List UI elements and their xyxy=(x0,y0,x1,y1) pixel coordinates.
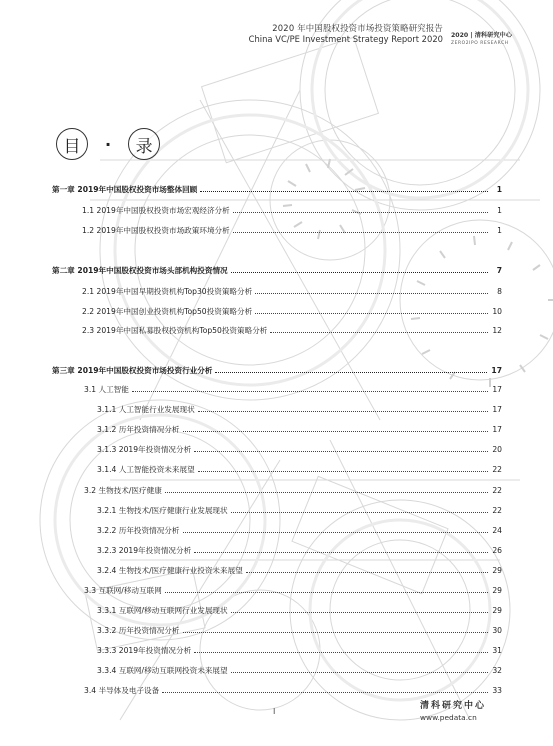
toc-entry-page: 17 xyxy=(492,384,502,394)
toc-chapter-entry[interactable] xyxy=(52,182,502,196)
toc-entry-label: 3.2.2 历年投资情况分析 xyxy=(97,525,180,535)
toc-entry-page: 17 xyxy=(492,424,502,434)
report-header-titles xyxy=(249,22,443,45)
toc-section-entry[interactable] xyxy=(84,382,502,396)
toc-section-entry[interactable] xyxy=(97,503,502,517)
toc-entry-page: 29 xyxy=(492,605,502,615)
toc-section-entry[interactable] xyxy=(97,663,502,677)
toc-entry-page: 22 xyxy=(492,464,502,474)
toc-dot-leader xyxy=(246,572,488,573)
toc-entry-page: 30 xyxy=(492,625,502,635)
toc-dot-leader xyxy=(198,411,488,412)
toc-entry-label: 3.3 互联网/移动互联网 xyxy=(84,585,162,595)
report-title-en: China VC/PE Investment Strategy Report 2020 xyxy=(248,34,443,44)
toc-dot-leader xyxy=(255,293,488,294)
toc-entry-label: 3.2 生物技术/医疗健康 xyxy=(84,485,162,495)
toc-dot-leader xyxy=(231,612,488,613)
toc-entry-label: 第二章 2019年中国股权投资市场头部机构投资情况 xyxy=(52,265,228,275)
toc-section-entry[interactable] xyxy=(82,203,502,217)
toc-section-entry[interactable] xyxy=(97,643,502,657)
footer-brand-cn: 清科研究中心 xyxy=(420,701,487,711)
toc-dot-leader xyxy=(270,332,488,333)
toc-entry-label: 3.3.1 互联网/移动互联网行业发展现状 xyxy=(97,605,228,615)
brand-name-en: ZERO2IPO RESEARCH xyxy=(451,41,509,46)
toc-dot-leader xyxy=(194,451,488,452)
toc-entry-page: 31 xyxy=(492,645,502,655)
toc-heading-dot: · xyxy=(105,134,112,154)
toc-section-entry[interactable] xyxy=(82,284,502,298)
toc-section-entry[interactable] xyxy=(97,603,502,617)
toc-entry-page: 24 xyxy=(492,525,502,535)
page-number: I xyxy=(273,707,276,716)
footer-brand xyxy=(420,700,486,723)
toc-entry-label: 1.2 2019年中国股权投资市场政策环境分析 xyxy=(82,225,230,235)
toc-section-entry[interactable] xyxy=(84,583,502,597)
toc-section-entry[interactable] xyxy=(97,402,502,416)
toc-entry-page: 1 xyxy=(497,205,502,215)
toc-entry-label: 3.1.4 人工智能投资未来展望 xyxy=(97,464,195,474)
toc-section-entry[interactable] xyxy=(82,223,502,237)
toc-entry-label: 3.4 半导体及电子设备 xyxy=(84,685,160,695)
toc-entry-label: 3.1.3 2019年投资情况分析 xyxy=(97,444,192,454)
report-title-cn: 2020 年中国股权投资市场投资策略研究报告 xyxy=(272,23,443,33)
toc-dot-leader xyxy=(255,313,488,314)
toc-dot-leader xyxy=(231,272,488,273)
toc-section-entry[interactable] xyxy=(97,422,502,436)
toc-dot-leader xyxy=(194,652,488,653)
toc-dot-leader xyxy=(183,431,489,432)
brand-logo xyxy=(451,22,521,47)
toc-entry-label: 3.2.3 2019年投资情况分析 xyxy=(97,545,192,555)
footer-url[interactable]: www.pedata.cn xyxy=(420,713,477,722)
toc-entry-page: 26 xyxy=(492,545,502,555)
toc-entry-page: 7 xyxy=(496,265,502,275)
toc-entry-page: 29 xyxy=(492,565,502,575)
toc-entry-page: 10 xyxy=(492,306,502,316)
report-header xyxy=(249,22,521,56)
toc-dot-leader xyxy=(194,552,488,553)
toc-dot-leader xyxy=(200,191,488,192)
brand-name-cn: 2020 | 清科研究中心 xyxy=(451,32,512,39)
toc-dot-leader xyxy=(132,391,488,392)
toc-entry-label: 2.3 2019年中国私募股权投资机构Top50投资策略分析 xyxy=(82,325,268,335)
toc-entry-page: 29 xyxy=(492,585,502,595)
toc-entry-label: 第三章 2019年中国股权投资市场投资行业分析 xyxy=(52,365,213,375)
toc-section-entry[interactable] xyxy=(84,683,502,697)
toc-section-entry[interactable] xyxy=(84,483,502,497)
toc-entry-page: 1 xyxy=(496,184,502,194)
toc-section-entry[interactable] xyxy=(97,563,502,577)
toc-entry-label: 3.1 人工智能 xyxy=(84,384,129,394)
toc-section-entry[interactable] xyxy=(82,304,502,318)
toc-entry-page: 17 xyxy=(491,365,502,375)
toc-dot-leader xyxy=(233,212,488,213)
toc-entry-label: 3.1.1 人工智能行业发展现状 xyxy=(97,404,195,414)
toc-entry-label: 2.2 2019年中国创业投资机构Top50投资策略分析 xyxy=(82,306,253,316)
toc-entry-page: 22 xyxy=(492,505,502,515)
toc-chapter-entry[interactable] xyxy=(52,363,502,377)
toc-entry-label: 第一章 2019年中国股权投资市场整体回顾 xyxy=(52,184,198,194)
toc-dot-leader xyxy=(198,471,488,472)
toc-entry-label: 3.1.2 历年投资情况分析 xyxy=(97,424,180,434)
toc-entry-page: 1 xyxy=(497,225,502,235)
toc-section-entry[interactable] xyxy=(97,442,502,456)
toc-dot-leader xyxy=(183,532,489,533)
toc-entry-page: 33 xyxy=(492,685,502,695)
toc-dot-leader xyxy=(231,512,488,513)
toc-entry-page: 8 xyxy=(497,286,502,296)
toc-dot-leader xyxy=(183,632,489,633)
toc-entry-label: 1.1 2019年中国股权投资市场宏观经济分析 xyxy=(82,205,230,215)
toc-entry-page: 17 xyxy=(492,404,502,414)
toc-heading-char-1: 目 xyxy=(56,128,88,160)
toc-entry-page: 20 xyxy=(492,444,502,454)
toc-dot-leader xyxy=(165,492,488,493)
toc-dot-leader xyxy=(165,592,488,593)
toc-entry-label: 2.1 2019年中国早期投资机构Top30投资策略分析 xyxy=(82,286,253,296)
toc-section-entry[interactable] xyxy=(97,523,502,537)
toc-section-entry[interactable] xyxy=(82,323,502,337)
toc-dot-leader xyxy=(215,372,487,373)
toc-section-entry[interactable] xyxy=(97,462,502,476)
toc-chapter-entry[interactable] xyxy=(52,263,502,277)
toc-entry-page: 22 xyxy=(492,485,502,495)
toc-dot-leader xyxy=(162,692,488,693)
toc-section-entry[interactable] xyxy=(97,623,502,637)
toc-dot-leader xyxy=(233,232,488,233)
toc-heading-char-2: 录 xyxy=(128,128,160,160)
toc-dot-leader xyxy=(231,672,488,673)
toc-entry-label: 3.3.4 互联网/移动互联网投资未来展望 xyxy=(97,665,228,675)
toc-entry-label: 3.3.2 历年投资情况分析 xyxy=(97,625,180,635)
toc-entry-label: 3.2.1 生物技术/医疗健康行业发展现状 xyxy=(97,505,228,515)
toc-heading xyxy=(56,128,160,160)
toc-entry-label: 3.2.4 生物技术/医疗健康行业投资未来展望 xyxy=(97,565,243,575)
toc-entry-page: 32 xyxy=(492,665,502,675)
toc-section-entry[interactable] xyxy=(97,543,502,557)
toc-entry-label: 3.3.3 2019年投资情况分析 xyxy=(97,645,192,655)
toc-entry-page: 12 xyxy=(492,325,502,335)
